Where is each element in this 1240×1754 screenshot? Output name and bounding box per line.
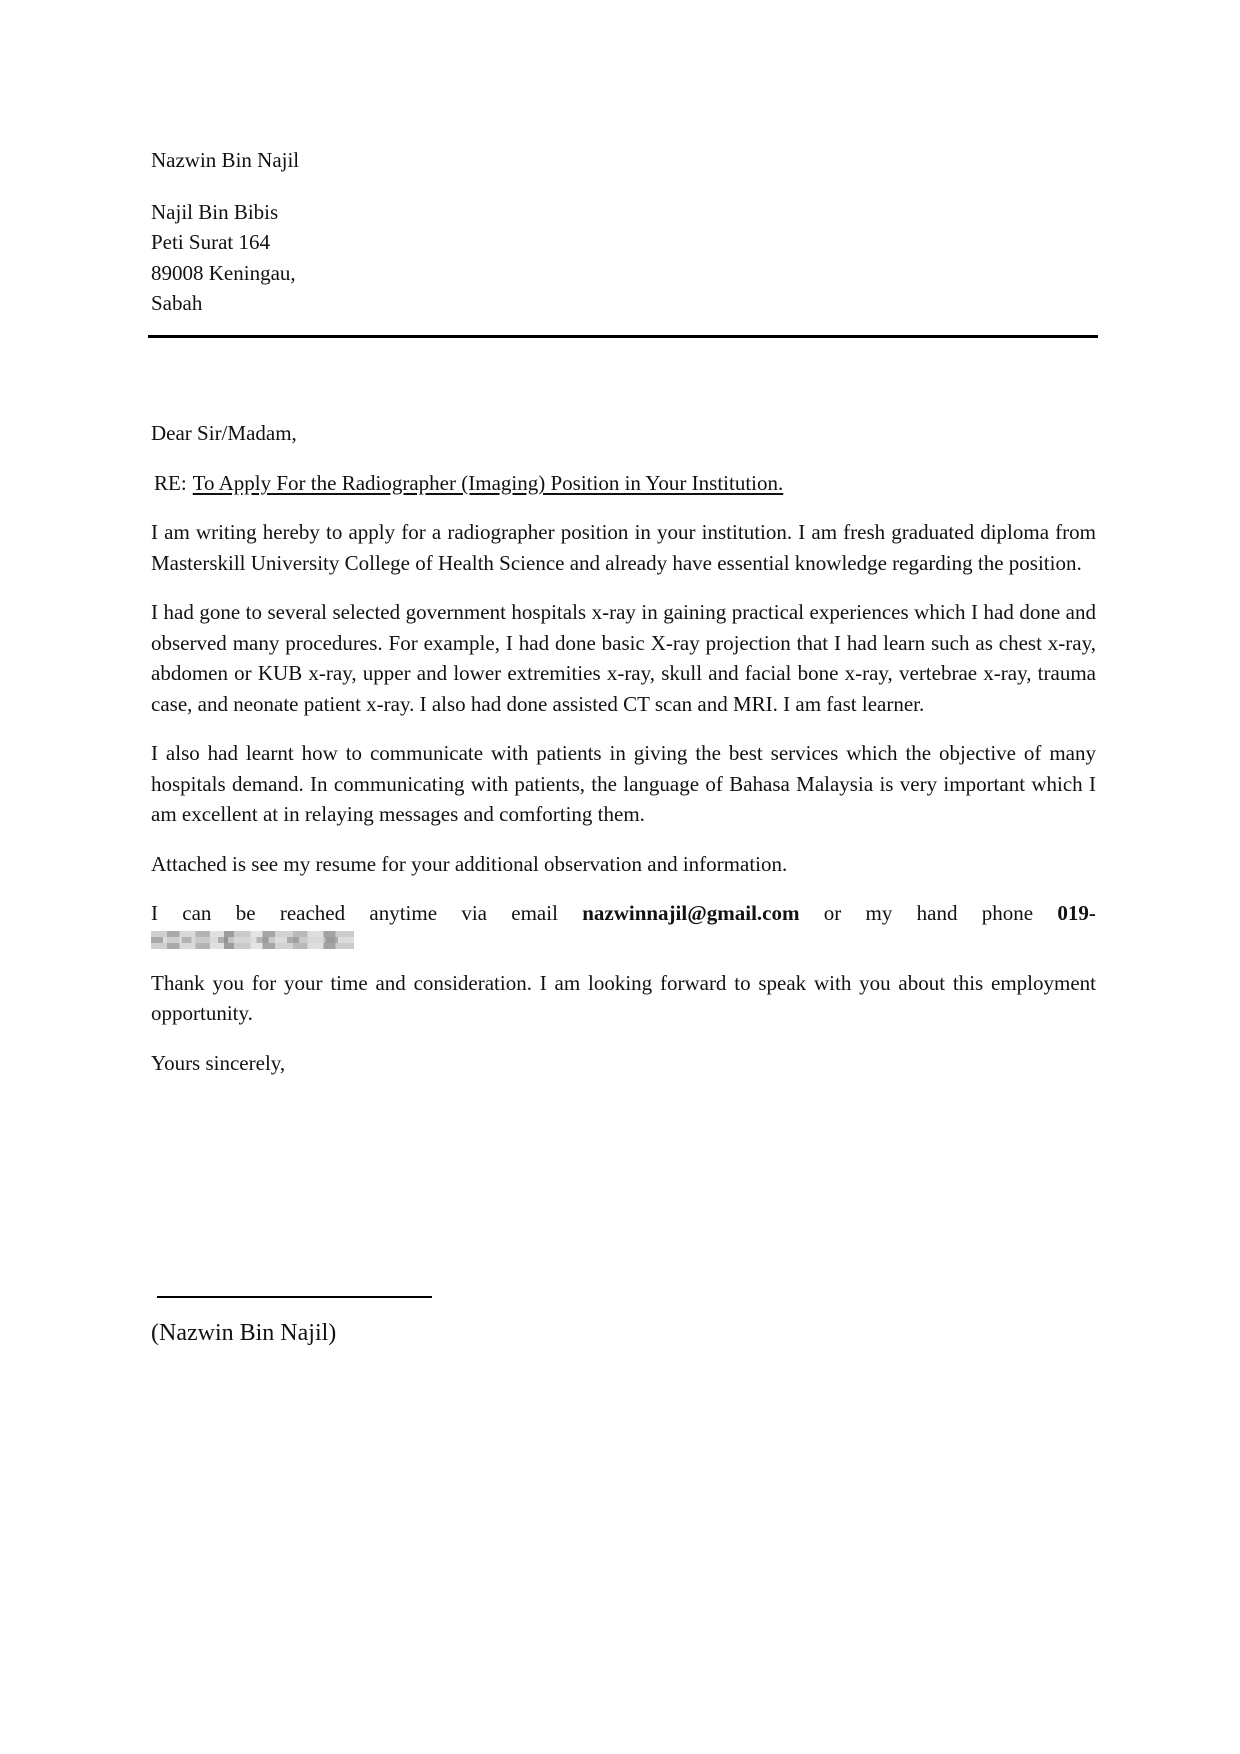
recipient-address: [151, 197, 1096, 319]
signature-line: [157, 1296, 432, 1298]
letter-body: [151, 418, 1096, 1078]
contact-word: email: [511, 901, 558, 925]
subject-label: RE:: [154, 470, 187, 495]
sender-name: Nazwin Bin Najil: [151, 148, 300, 172]
contact-word: my: [865, 901, 893, 925]
contact-line: [151, 898, 1096, 929]
letter-header: [151, 145, 1096, 319]
paragraph-experience: I had gone to several selected government hospitals x-ray in gaining practical experiences which I had done and observed many procedures. For example, I had done basic X-ray projection that I had learn such as chest x-ray, abdomen or KUB x-ray, upper and lower extremities x-ray, skull and facial bone x-ray, vertebrae x-ray, trauma case, and neonate patient x-ray. I also had done assisted CT scan and MRI. I am fast learner.: [151, 600, 1096, 716]
contact-word: I: [151, 901, 158, 925]
address-line: Sabah: [151, 291, 203, 315]
contact-paragraph: [151, 898, 1096, 949]
subject-line: [154, 468, 1096, 499]
subject-text: To Apply For the Radiographer (Imaging) Position in Your Institution.: [192, 470, 784, 495]
contact-word: hand: [916, 901, 958, 925]
address-line: Najil Bin Bibis: [151, 199, 279, 224]
signatory-name: (Nazwin Bin Najil): [151, 1320, 337, 1346]
phone-prefix: 019-: [1057, 901, 1096, 925]
contact-word: reached: [279, 901, 346, 925]
address-line: 89008 Keningau,: [151, 260, 296, 285]
paragraph-resume: Attached is see my resume for your additional observation and information.: [151, 851, 788, 876]
paragraph-thanks: Thank you for your time and consideration. I am looking forward to speak with you about this employment opportunity.: [151, 970, 1096, 1025]
contact-word: anytime: [369, 901, 438, 925]
closing: Yours sincerely,: [151, 1050, 286, 1075]
contact-word: can: [182, 901, 212, 925]
email-address: nazwinnajil@gmail.com: [582, 901, 800, 925]
contact-word: phone: [981, 901, 1034, 925]
contact-word: be: [235, 901, 256, 925]
address-line: Peti Surat 164: [151, 230, 270, 254]
redacted-phone-number: [151, 931, 354, 949]
paragraph-intro: I am writing hereby to apply for a radiographer position in your institution. I am fresh graduated diploma from Masterskill University College of Health Science and already have essential knowledge regarding the position.: [151, 520, 1096, 575]
header-divider: [148, 335, 1098, 338]
contact-word: or: [823, 901, 842, 925]
contact-word: via: [461, 901, 487, 925]
paragraph-communication: I also had learnt how to communicate with patients in giving the best services which the objective of many hospitals demand. In communicating with patients, the language of Bahasa Malaysia is very important which I am excellent at in relaying messages and comforting them.: [151, 741, 1096, 826]
salutation: Dear Sir/Madam,: [151, 421, 297, 445]
